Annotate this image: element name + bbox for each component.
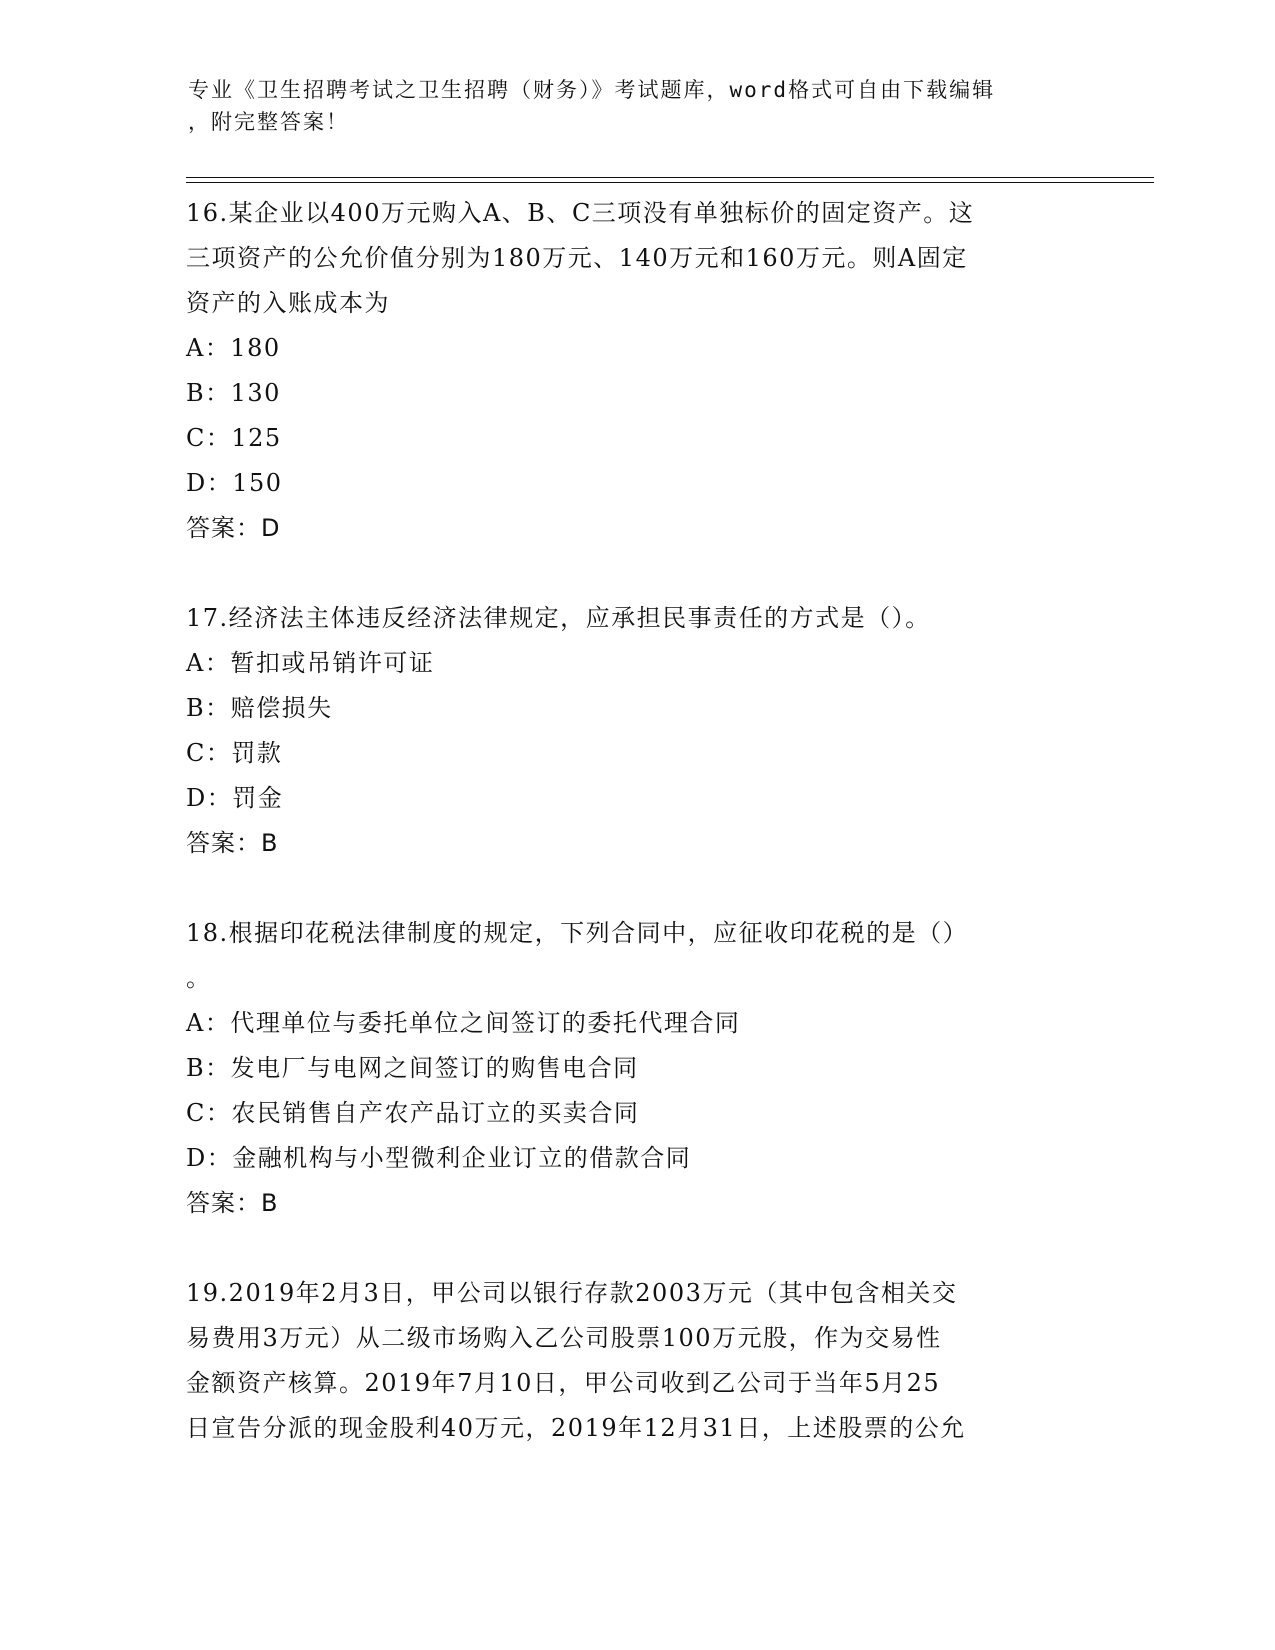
question-text <box>186 911 1086 1001</box>
question-list <box>186 191 1086 1451</box>
question-text-line: 19.2019年2月3日，甲公司以银行存款2003万元（其中包含相关交 <box>186 1279 958 1307</box>
question-text-line: 16.某企业以400万元购入A、B、C三项没有单独标价的固定资产。这 <box>186 199 975 227</box>
header-line-2: ，附完整答案！ <box>188 110 349 134</box>
document-header <box>188 74 1088 138</box>
question-text-line: 18.根据印花税法律制度的规定，下列合同中，应征收印花税的是（） <box>186 919 969 947</box>
question-text-line: 日宣告分派的现金股利40万元，2019年12月31日，上述股票的公允 <box>186 1414 966 1442</box>
option-b: B：130 <box>186 379 281 407</box>
question-text <box>186 1271 1086 1451</box>
question-text <box>186 191 1086 326</box>
question-text-line: 资产的入账成本为 <box>186 289 390 317</box>
answer: 答案：D <box>186 514 281 542</box>
question-17 <box>186 596 1086 866</box>
question-19 <box>186 1271 1086 1451</box>
question-16 <box>186 191 1086 551</box>
option-a: A：代理单位与委托单位之间签订的委托代理合同 <box>186 1009 741 1037</box>
option-d: D：罚金 <box>186 784 284 812</box>
question-text-line: 金额资产核算。2019年7月10日，甲公司收到乙公司于当年5月25 <box>186 1369 941 1397</box>
option-c: C：125 <box>186 424 282 452</box>
option-b: B：发电厂与电网之间签订的购售电合同 <box>186 1054 639 1082</box>
option-c: C：农民销售自产农产品订立的买卖合同 <box>186 1099 640 1127</box>
option-d: D：150 <box>186 469 283 497</box>
option-a: A：暂扣或吊销许可证 <box>186 649 435 677</box>
question-18 <box>186 911 1086 1226</box>
header-rule-top <box>186 177 1154 178</box>
answer: 答案：B <box>186 829 279 857</box>
question-text-line: 。 <box>186 964 212 992</box>
option-d: D：金融机构与小型微利企业订立的借款合同 <box>186 1144 692 1172</box>
question-text: 17.经济法主体违反经济法律规定，应承担民事责任的方式是（）。 <box>186 604 931 632</box>
header-rule-bottom <box>186 182 1154 183</box>
header-line-1: 专业《卫生招聘考试之卫生招聘（财务）》考试题库，word格式可自由下载编辑 <box>188 78 996 102</box>
option-c: C：罚款 <box>186 739 283 767</box>
option-a: A：180 <box>186 334 281 362</box>
question-text-line: 三项资产的公允价值分别为180万元、140万元和160万元。则A固定 <box>186 244 968 272</box>
option-b: B：赔偿损失 <box>186 694 333 722</box>
answer: 答案：B <box>186 1189 279 1217</box>
question-text-line: 易费用3万元）从二级市场购入乙公司股票100万元股，作为交易性 <box>186 1324 942 1352</box>
